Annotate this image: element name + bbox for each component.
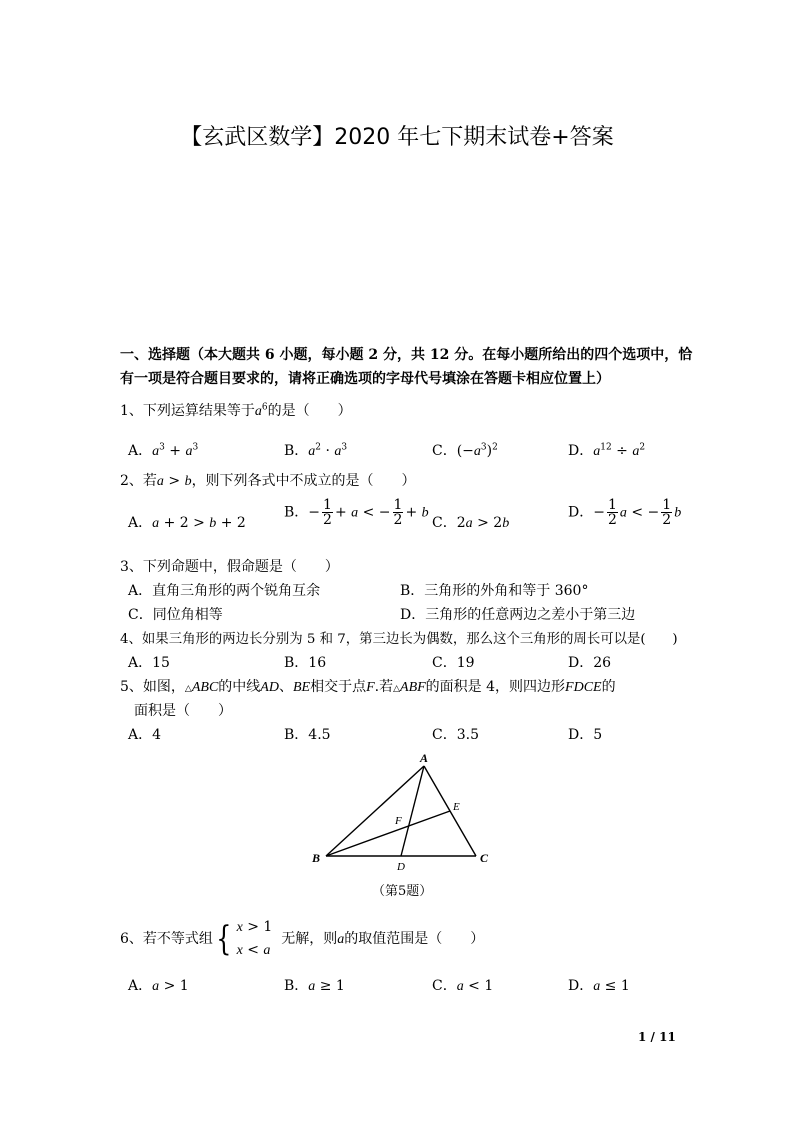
q6-option-a: A．a > 1 [128, 978, 189, 994]
q3-option-d: D．三角形的任意两边之差小于第三边 [400, 607, 636, 623]
question-2-stem: 2、若a > b，则下列各式中不成立的是（ ） [120, 473, 416, 489]
brace-glyph: { [216, 919, 232, 959]
q2-option-d: D．− $\frac{1}{2}$ a < − $\frac{1}{2}$ b [568, 497, 682, 528]
q1-option-c: C．$(-a^3)^2$ [432, 442, 498, 459]
q5-option-a: A．4 [128, 727, 162, 743]
q6-option-c: C．a < 1 [432, 978, 494, 994]
question-4-stem: 4、如果三角形的两边长分别为 5 和 7，第三边长为偶数，那么这个三角形的周长可以是( ) [120, 632, 678, 647]
page-title: 【玄武区数学】2020 年七下期末试卷+答案 [180, 125, 614, 150]
q5-option-c: C．3.5 [432, 727, 479, 743]
segment-ab [326, 766, 424, 856]
q4-option-d: D．26 [568, 655, 612, 671]
q1-option-b: B．$a^2 \cdot a^3$ [284, 442, 348, 459]
q6-option-d: D．a ≤ 1 [568, 978, 630, 994]
page-number: 1 / 11 [638, 1030, 676, 1044]
q4-option-b: B．16 [284, 655, 327, 671]
question-6-stem: 6、若不等式组{ x > 1 x < a 无解，则a的取值范围是（ ） [120, 919, 485, 959]
q5-option-b: B．4.5 [284, 727, 331, 743]
label-b: B [312, 851, 321, 865]
q2-option-a: A．a + 2 > b + 2 [128, 515, 246, 531]
figure-caption: （第5题） [372, 884, 433, 899]
section-heading-line1: 一、选择题（本大题共 6 小题，每小题 2 分，共 12 分。在每小题所给出的四个选项中，恰 [120, 347, 693, 363]
q3-option-c: C．同位角相等 [128, 607, 223, 623]
triangle-figure [300, 750, 500, 880]
question-5-stem-line2: 面积是（ ） [134, 703, 232, 719]
question-3-stem: 3、下列命题中，假命题是（ ） [120, 559, 339, 575]
median-ad [401, 766, 424, 856]
question-5-stem: 5、如图，△ABC的中线AD、BE相交于点F.若△ABF的面积是 4，则四边形FDCE的 [120, 679, 616, 695]
label-d: D [397, 861, 405, 873]
label-a: A [420, 751, 429, 765]
label-e: E [453, 801, 460, 813]
label-c: C [480, 851, 489, 865]
q4-option-c: C．19 [432, 655, 475, 671]
q5-option-d: D．5 [568, 727, 603, 743]
q1-option-a: A．$a^3 + a^3$ [128, 442, 199, 459]
median-be [326, 811, 450, 856]
q4-option-a: A．15 [128, 655, 170, 671]
q3-option-a: A．直角三角形的两个锐角互余 [128, 583, 321, 599]
section-heading-line2: 有一项是符合题目要求的，请将正确选项的字母代号填涂在答题卡相应位置上） [120, 371, 610, 387]
question-1-stem: 1、下列运算结果等于$a^6$的是（ ） [120, 402, 352, 419]
label-f: F [395, 815, 402, 827]
q1-option-d: D．$a^{12} \div a^2$ [568, 442, 646, 459]
q3-option-b: B．三角形的外角和等于 360° [400, 583, 589, 599]
q2-option-c: C．2a > 2b [432, 515, 510, 531]
q6-option-b: B．a ≥ 1 [284, 978, 345, 994]
q2-option-b: B．− $\frac{1}{2}$ + a < − $\frac{1}{2}$ + b [284, 497, 429, 528]
